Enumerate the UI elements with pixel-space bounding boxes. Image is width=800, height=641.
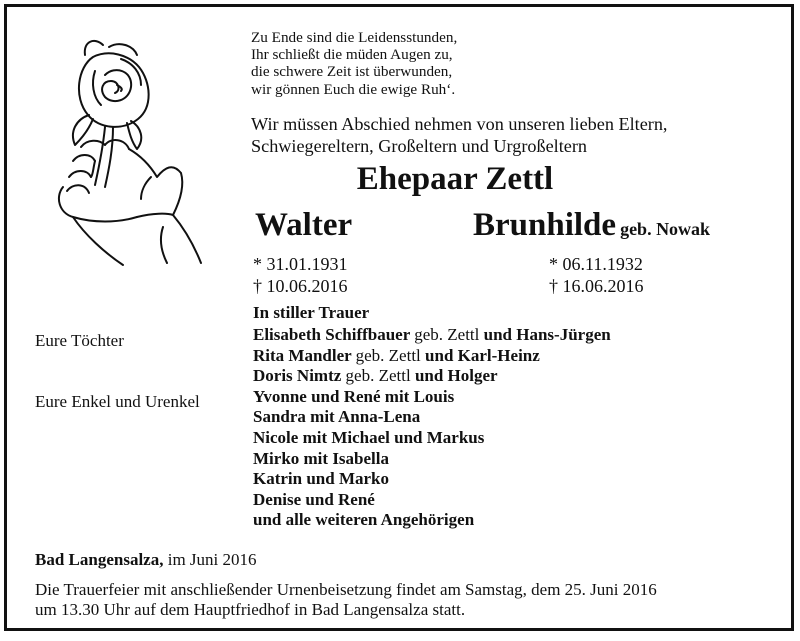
list-item: Nicole mit Michael und Markus (253, 427, 485, 447)
poem-line: Ihr schließt die müden Augen zu, (251, 46, 453, 64)
hand-holding-rose-icon (33, 27, 233, 267)
maiden-name: geb. Zettl (355, 345, 421, 365)
poem-line: Zu Ende sind die Leidensstunden, (251, 29, 458, 46)
partner: und Holger (414, 366, 498, 386)
grandchildren-label: Eure Enkel und Urenkel (35, 392, 200, 411)
list-item (253, 346, 611, 367)
birth-date: * 06.11.1932 (549, 254, 643, 274)
list-item: Sandra mit Anna-Lena (253, 407, 421, 427)
date: im Juni 2016 (167, 550, 257, 569)
deceased-name-brunhilde (473, 207, 710, 244)
maiden-name: geb. Zettl (345, 366, 411, 386)
list-item: Mirko mit Isabella (253, 448, 389, 468)
mourning-heading: In stiller Trauer (253, 303, 370, 322)
mourners-list (253, 325, 611, 531)
list-item (253, 366, 611, 387)
list-item: Katrin und Marko (253, 469, 390, 489)
list-item: Yvonne und René mit Louis (253, 386, 455, 406)
first-name: Brunhilde (473, 207, 617, 243)
maiden-name: geb. Zettl (414, 325, 480, 344)
dates-walter (253, 253, 348, 297)
intro-line: Wir müssen Abschied nehmen von unseren lieben Eltern, (251, 114, 668, 134)
list-item: Denise und René (253, 489, 375, 509)
city: Bad Langensalza, (35, 550, 164, 569)
deceased-name-walter (255, 207, 352, 244)
daughters-label: Eure Töchter (35, 331, 124, 350)
dates-brunhilde (549, 253, 644, 297)
list-item: und alle weiteren Angehörigen (253, 510, 475, 530)
place-and-date (35, 550, 257, 570)
mourner-name: Doris Nimtz (253, 366, 342, 386)
first-name: Walter (255, 207, 353, 243)
death-date: † 10.06.2016 (253, 276, 348, 296)
poem-line: die schwere Zeit ist überwunden, (251, 63, 453, 81)
funeral-line: um 13.30 Uhr auf dem Hauptfriedhof in Bad Langensalza statt. (35, 600, 466, 619)
partner: und Karl-Heinz (425, 345, 540, 365)
birth-date: * 31.01.1931 (253, 254, 348, 274)
poem-line: wir gönnen Euch die ewige Ruh‘. (251, 80, 456, 98)
intro-line: Schwiegereltern, Großeltern und Urgroßeltern (251, 135, 588, 156)
mourner-name: Elisabeth Schiffbauer (253, 325, 410, 344)
farewell-intro (251, 114, 667, 157)
couple-title: Ehepaar Zettl (356, 161, 554, 197)
partner: und Hans-Jürgen (483, 325, 611, 344)
funeral-info (35, 580, 657, 620)
death-date: † 16.06.2016 (549, 276, 644, 296)
birth-name: geb. Nowak (620, 219, 711, 239)
funeral-line: Die Trauerfeier mit anschließender Urnenbeisetzung findet am Samstag, dem 25. Juni 2016 (35, 580, 657, 599)
obituary-notice (4, 4, 794, 631)
poem (251, 29, 457, 98)
mourner-name: Rita Mandler (253, 345, 352, 365)
list-item (253, 325, 611, 346)
